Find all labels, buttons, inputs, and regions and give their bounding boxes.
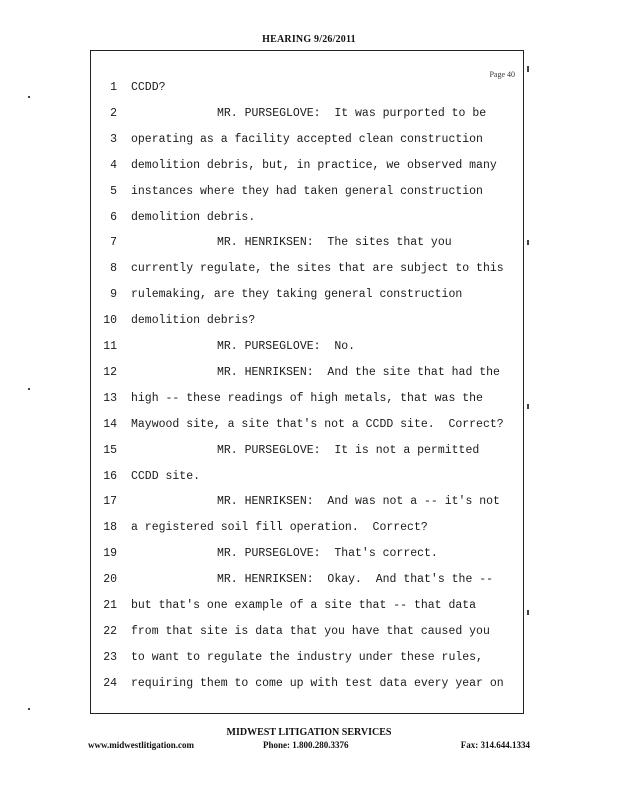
line-number: 20 — [103, 573, 117, 587]
transcript-line — [91, 622, 523, 642]
line-number: 23 — [103, 650, 117, 664]
footer-company: MIDWEST LITIGATION SERVICES — [226, 727, 392, 738]
line-text: MR. PURSEGLOVE: No. — [217, 340, 356, 353]
line-text: Maywood site, a site that's not a CCDD site. Correct? — [131, 417, 504, 431]
transcript-line — [91, 337, 523, 357]
transcript-line — [91, 182, 523, 202]
scan-mark — [28, 388, 30, 390]
line-number: 2 — [110, 106, 117, 120]
line-number: 1 — [110, 81, 117, 94]
transcript-line — [91, 467, 523, 487]
page-number: Page 40 — [489, 70, 515, 79]
transcript-line — [91, 311, 523, 331]
line-text: instances where they had taken general construction — [131, 184, 483, 198]
line-text: demolition debris? — [131, 314, 256, 328]
transcript-line — [91, 104, 523, 124]
document-header: HEARING 9/26/2011 — [262, 34, 356, 45]
scan-mark — [28, 708, 30, 710]
line-number: 14 — [103, 417, 117, 431]
line-text: operating as a facility accepted clean construction — [131, 132, 483, 146]
transcript-line — [91, 78, 523, 98]
transcript-line — [91, 648, 523, 668]
scan-mark — [527, 240, 529, 245]
line-text: rulemaking, are they taking general construction — [131, 288, 463, 302]
line-text: MR. PURSEGLOVE: It was purported to be — [217, 106, 487, 120]
line-number: 10 — [103, 314, 117, 328]
transcript-line — [91, 363, 523, 383]
line-text: high -- these readings of high metals, that was the — [131, 391, 483, 405]
transcript-line — [91, 156, 523, 176]
line-number: 5 — [110, 184, 117, 198]
transcript-line — [91, 492, 523, 512]
transcript-line — [91, 596, 523, 616]
transcript-line — [91, 130, 523, 150]
transcript-line — [91, 259, 523, 279]
line-text: currently regulate, the sites that are subject to this — [131, 262, 504, 276]
footer-contact-row — [88, 740, 530, 754]
line-number: 3 — [110, 132, 117, 146]
line-text: demolition debris, but, in practice, we observed many — [131, 158, 497, 172]
transcript-lines — [91, 51, 523, 713]
transcript-line — [91, 233, 523, 253]
line-number: 24 — [103, 676, 117, 690]
line-number: 12 — [103, 365, 117, 379]
line-number: 22 — [103, 624, 117, 638]
line-number: 21 — [103, 599, 117, 612]
transcript-line — [91, 570, 523, 590]
scan-mark — [527, 66, 529, 72]
line-number: 13 — [103, 391, 117, 405]
line-text: from that site is data that you have that caused you — [131, 624, 490, 638]
transcript-line — [91, 544, 523, 564]
transcript-page-frame — [90, 50, 524, 714]
line-text: MR. PURSEGLOVE: It is not a permitted — [217, 443, 480, 457]
scan-mark — [527, 404, 529, 409]
line-text: to want to regulate the industry under these rules, — [131, 650, 483, 664]
line-number: 4 — [110, 158, 117, 172]
line-number: 9 — [110, 288, 117, 302]
line-number: 18 — [103, 521, 117, 535]
line-number: 17 — [103, 495, 117, 509]
line-number: 6 — [110, 210, 117, 224]
line-number: 11 — [103, 340, 117, 353]
line-text: requiring them to come up with test data every year on — [131, 676, 504, 690]
line-text: CCDD? — [131, 81, 166, 94]
footer-fax: Fax: 314.644.1334 — [460, 740, 530, 750]
line-text: MR. HENRIKSEN: Okay. And that's the -- — [217, 573, 494, 587]
footer-website: www.midwestlitigation.com — [88, 740, 194, 750]
line-number: 16 — [103, 469, 117, 483]
line-text: MR. HENRIKSEN: And the site that had the — [217, 365, 500, 379]
line-text: CCDD site. — [131, 469, 201, 483]
transcript-line — [91, 285, 523, 305]
transcript-line — [91, 441, 523, 461]
transcript-line — [91, 674, 523, 694]
transcript-line — [91, 208, 523, 228]
line-number: 8 — [110, 262, 117, 276]
transcript-line — [91, 389, 523, 409]
line-text: but that's one example of a site that -- that data — [131, 599, 477, 612]
line-text: a registered soil fill operation. Correct? — [131, 521, 428, 535]
line-number: 15 — [103, 443, 117, 457]
transcript-line — [91, 518, 523, 538]
scan-mark — [527, 610, 529, 615]
line-text: MR. PURSEGLOVE: That's correct. — [217, 547, 438, 561]
footer-phone: Phone: 1.800.280.3376 — [263, 740, 349, 750]
scan-mark — [28, 96, 30, 98]
line-number: 19 — [103, 547, 117, 561]
line-text: MR. HENRIKSEN: The sites that you — [217, 236, 452, 250]
transcript-line — [91, 415, 523, 435]
line-text: demolition debris. — [131, 210, 256, 224]
line-text: MR. HENRIKSEN: And was not a -- it's not — [217, 495, 500, 509]
line-number: 7 — [110, 236, 117, 250]
